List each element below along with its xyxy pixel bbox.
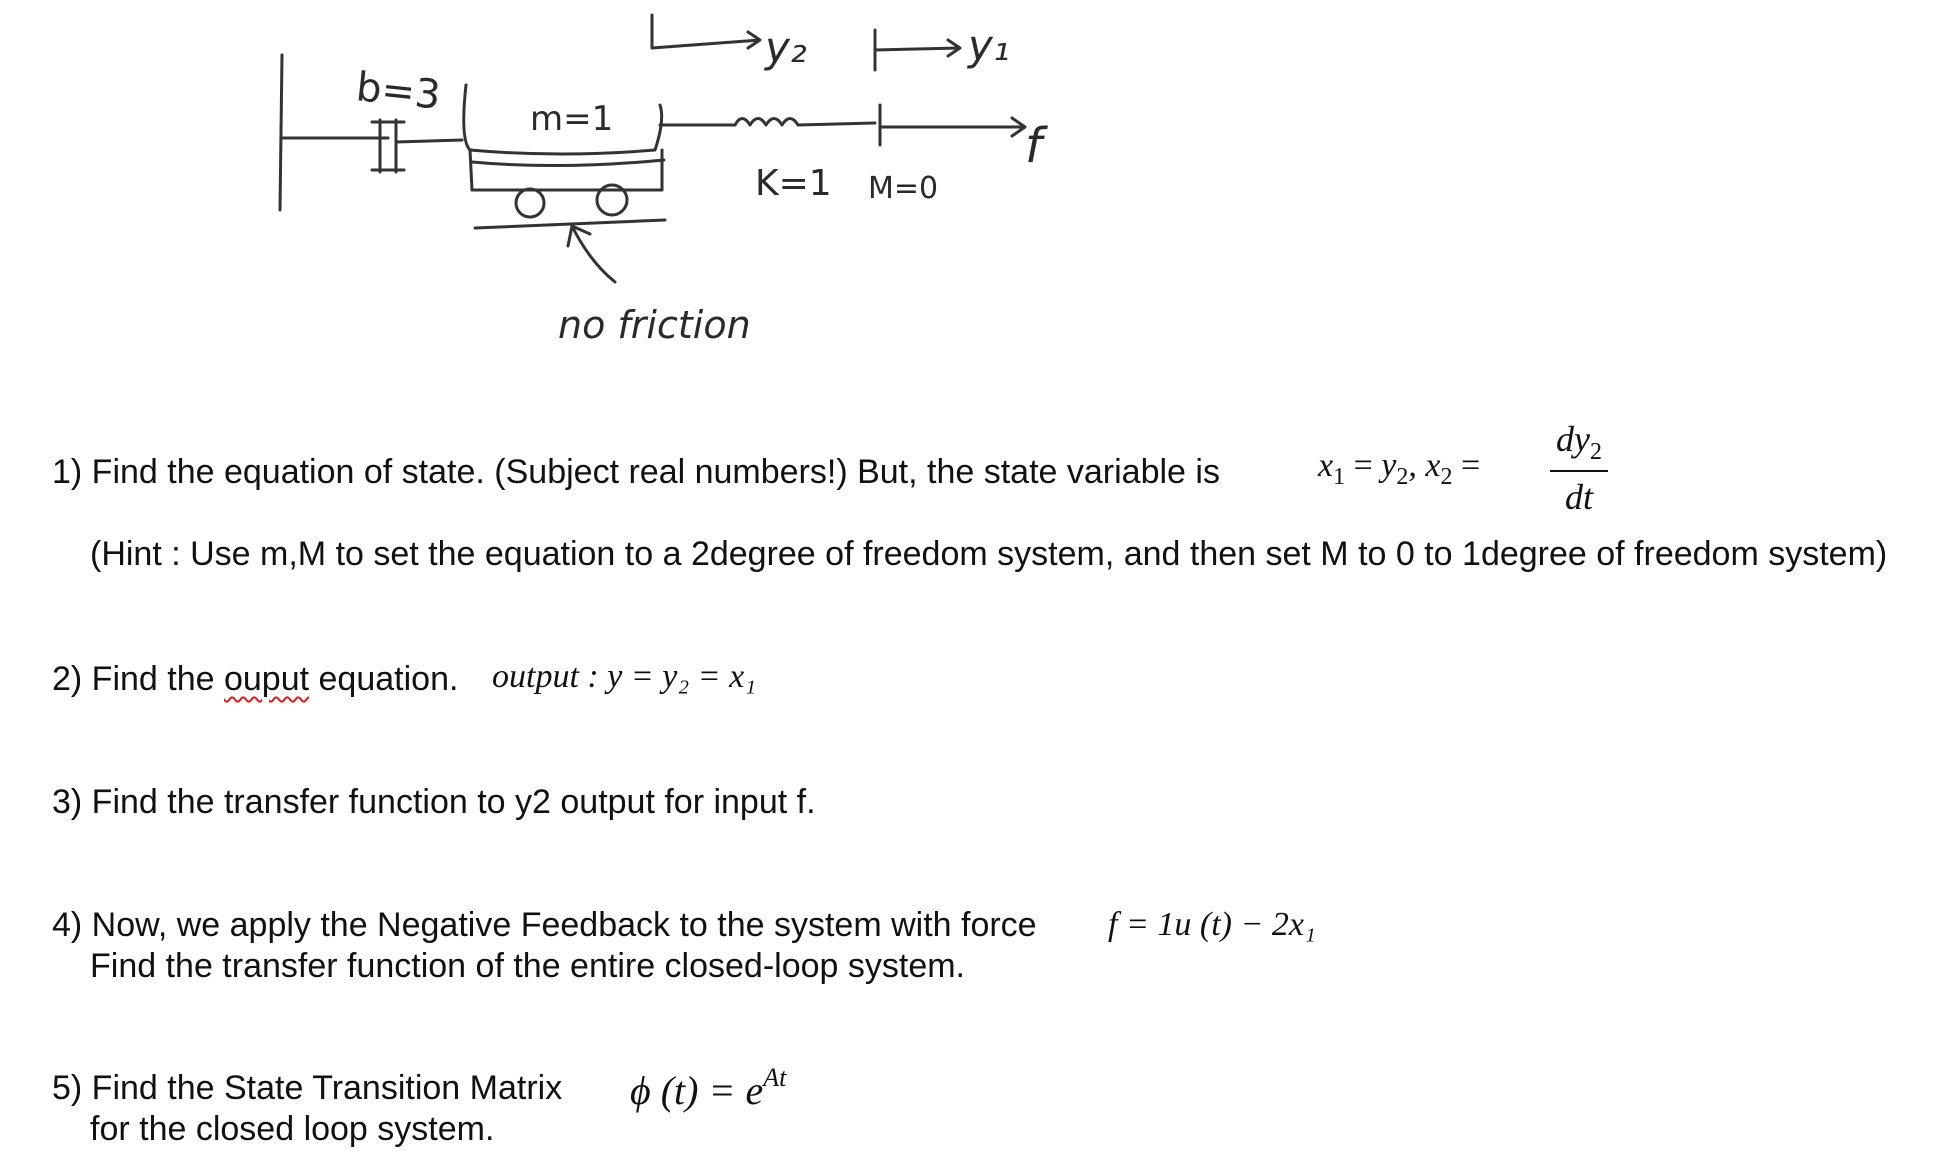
y2-label: y₂ xyxy=(765,23,807,72)
question-5-line-2: for the closed loop system. xyxy=(90,1110,495,1148)
state-transition-exponent: At xyxy=(763,1063,787,1092)
spring-label: K=1 xyxy=(755,163,832,204)
state-transition-formula xyxy=(630,1063,786,1114)
mechanical-system-diagram xyxy=(0,0,1949,400)
question-1-hint: (Hint : Use m,M to set the equation to a 2degree of freedom system, and then set M to 0 to 1degree of freedom system) xyxy=(90,535,1888,573)
dy2-dt-fraction: $\frac{dy_2}{dt}$ xyxy=(1550,418,1608,518)
damper-label: b=3 xyxy=(353,64,443,119)
question-2 xyxy=(52,659,458,699)
question-3: 3) Find the transfer function to y2 output for input f. xyxy=(52,783,816,821)
mass-base xyxy=(470,150,662,190)
wall xyxy=(280,55,282,210)
state-variables-formula: $x_1 = y_2$, $x_2$ = xyxy=(1318,447,1481,490)
spring xyxy=(660,119,875,126)
question-5-line-1: 5) Find the State Transition Matrix xyxy=(52,1069,563,1107)
question-2-typo-word: ouput xyxy=(223,660,310,698)
ground-line xyxy=(475,220,665,228)
force-arrow xyxy=(880,118,1025,136)
question-4-line-2: Find the transfer function of the entire closed-loop system. xyxy=(90,947,966,985)
mass-label: m=1 xyxy=(530,99,614,139)
question-1: 1) Find the equation of state. (Subject real numbers!) But, the state variable is xyxy=(52,453,1220,491)
damper-body xyxy=(372,120,404,172)
output-formula: output : y = y₂ = x₁ xyxy=(492,658,757,695)
feedback-force-formula: f = 1u (t) − 2x₁ xyxy=(1108,906,1316,943)
question-2-prefix: 2) Find the xyxy=(52,660,224,698)
question-2-suffix: equation. xyxy=(309,660,459,698)
question-4-line-1: 4) Now, we apply the Negative Feedback to the system with force xyxy=(52,906,1037,944)
y1-label: y₁ xyxy=(968,21,1010,70)
wheel-left xyxy=(516,189,544,217)
force-label: f xyxy=(1025,118,1042,174)
no-friction-label: no friction xyxy=(558,303,751,347)
state-transition-base: ϕ (t) = e xyxy=(630,1068,764,1113)
y1-reference xyxy=(875,30,960,70)
mass-inner xyxy=(472,160,664,166)
massless-label: M=0 xyxy=(868,171,939,206)
y2-reference xyxy=(652,15,760,48)
no-friction-arrow xyxy=(568,226,615,282)
damper-rod-right xyxy=(396,140,462,142)
